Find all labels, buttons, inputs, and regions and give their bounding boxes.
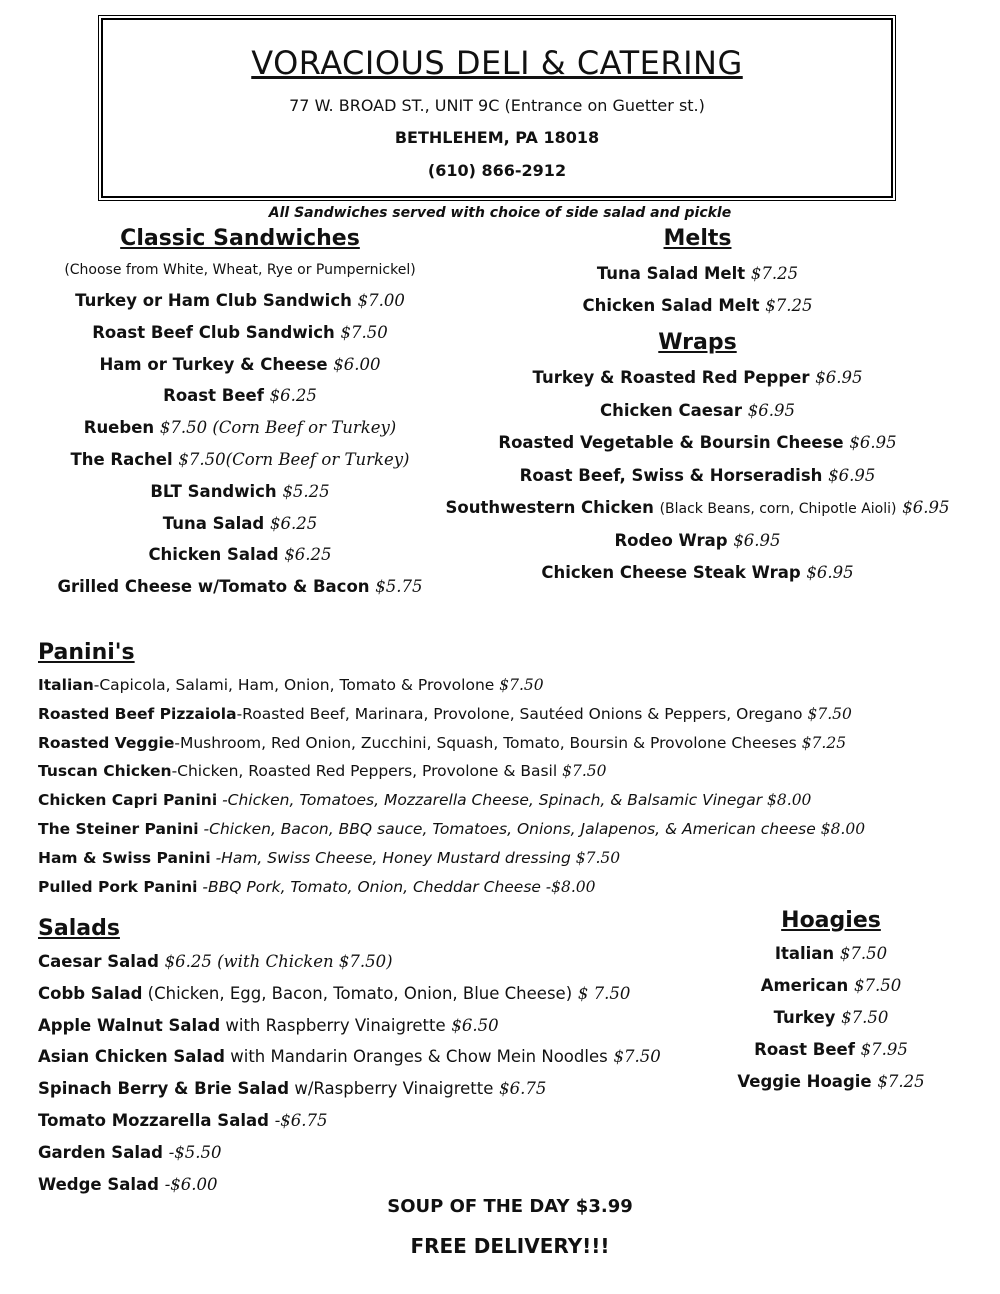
item-description: -Roasted Beef, Marinara, Provolone, Sautéed Onions & Peppers, Oregano bbox=[236, 704, 803, 723]
item-price: $7.50(Corn Beef or Turkey) bbox=[178, 449, 410, 469]
classic-sandwich-item bbox=[30, 545, 450, 577]
item-name: Southwestern Chicken bbox=[445, 498, 654, 517]
item-price: $7.50 bbox=[613, 1047, 661, 1067]
item-name: Tomato Mozzarella Salad bbox=[38, 1110, 269, 1130]
item-name: BLT Sandwich bbox=[150, 481, 277, 501]
item-name: Roasted Beef Pizzaiola bbox=[38, 704, 237, 723]
item-description: with Raspberry Vinaigrette bbox=[220, 1015, 446, 1035]
classic-sandwich-item bbox=[30, 355, 450, 387]
item-price: -$6.75 bbox=[274, 1110, 328, 1130]
item-name: Italian bbox=[774, 944, 835, 963]
item-name: Roast Beef, Swiss & Horseradish bbox=[519, 465, 823, 485]
item-name: Veggie Hoagie bbox=[737, 1072, 872, 1091]
wrap-item bbox=[430, 466, 965, 499]
item-price: $7.25 bbox=[765, 296, 813, 315]
phone-number: (610) 866-2912 bbox=[427, 161, 567, 180]
panini-item bbox=[38, 791, 978, 820]
item-price: $7.50 bbox=[807, 704, 852, 723]
panini-item bbox=[38, 734, 978, 763]
item-description: -Mushroom, Red Onion, Zucchini, Squash, Tomato, Boursin & Provolone Cheeses bbox=[174, 733, 797, 752]
hoagies-section bbox=[720, 908, 942, 1104]
paninis-section bbox=[38, 640, 978, 906]
item-price: $7.00 bbox=[357, 291, 405, 310]
item-price: $6.95 bbox=[828, 465, 876, 485]
item-name: Apple Walnut Salad bbox=[38, 1015, 221, 1035]
salads-section bbox=[38, 916, 738, 1206]
melt-item bbox=[430, 264, 965, 296]
item-price: $6.95 bbox=[733, 530, 781, 550]
classic-sandwich-item bbox=[30, 291, 450, 323]
hoagie-item bbox=[720, 1072, 942, 1104]
item-price: $8.00 bbox=[767, 791, 812, 810]
item-price: -$6.00 bbox=[164, 1174, 218, 1194]
item-name: Tuscan Chicken bbox=[38, 762, 172, 781]
item-name: Chicken Salad Melt bbox=[582, 296, 760, 315]
classic-sandwiches-section bbox=[30, 226, 450, 609]
item-price: $7.50 bbox=[340, 322, 388, 342]
item-name: The Rachel bbox=[70, 449, 173, 469]
item-price: $7.50 bbox=[841, 1008, 889, 1027]
item-name: Italian bbox=[38, 676, 94, 694]
item-name: The Steiner Panini bbox=[38, 819, 199, 838]
item-name: Roasted Veggie bbox=[38, 733, 175, 752]
item-name: Wedge Salad bbox=[38, 1174, 159, 1194]
item-name: Pulled Pork Panini bbox=[38, 877, 198, 896]
hoagie-item bbox=[720, 1008, 942, 1040]
item-price: -$5.50 bbox=[168, 1142, 222, 1162]
item-description: -Chicken, Roasted Red Peppers, Provolone & Basil bbox=[171, 762, 558, 781]
item-price: $7.50 (Corn Beef or Turkey) bbox=[159, 418, 397, 438]
item-name: Turkey bbox=[773, 1008, 836, 1027]
hoagie-item bbox=[720, 976, 942, 1008]
classic-sandwich-item bbox=[30, 386, 450, 418]
item-name: Roast Beef bbox=[754, 1040, 855, 1059]
item-price: $6.25 bbox=[284, 545, 332, 565]
item-name: Cobb Salad bbox=[38, 983, 143, 1003]
item-name: Tuna Salad Melt bbox=[596, 264, 746, 283]
hoagie-item bbox=[720, 1040, 942, 1072]
item-price: $5.75 bbox=[375, 577, 423, 597]
item-name: Chicken Capri Panini bbox=[38, 791, 218, 810]
classic-sandwich-item bbox=[30, 577, 450, 609]
street-address: 77 W. BROAD ST., UNIT 9C (Entrance on Guetter st.) bbox=[289, 96, 705, 115]
wrap-item bbox=[430, 531, 965, 564]
item-price: $ 7.50 bbox=[577, 983, 631, 1003]
item-description: -Chicken, Tomatoes, Mozzarella Cheese, Spinach, & Balsamic Vinegar bbox=[217, 791, 763, 810]
item-price: $6.75 bbox=[499, 1079, 547, 1099]
item-name: Rodeo Wrap bbox=[614, 530, 728, 550]
classic-sandwich-item bbox=[30, 482, 450, 514]
item-name: Caesar Salad bbox=[38, 952, 159, 971]
item-price: $6.95 bbox=[902, 498, 950, 517]
melts-wraps-section bbox=[430, 226, 965, 596]
item-price: $6.50 bbox=[451, 1015, 499, 1035]
salads-title: Salads bbox=[38, 916, 120, 941]
item-price: $6.95 bbox=[849, 433, 897, 452]
classic-sandwich-item bbox=[30, 450, 450, 482]
panini-item bbox=[38, 849, 978, 878]
paninis-title: Panini's bbox=[38, 640, 135, 665]
item-price: $7.50 bbox=[839, 944, 888, 963]
restaurant-name: VORACIOUS DELI & CATERING bbox=[251, 44, 743, 82]
item-price: $7.50 bbox=[562, 762, 607, 781]
salad-item bbox=[38, 1047, 738, 1079]
item-name: Chicken Salad bbox=[148, 545, 279, 565]
item-description: with Mandarin Oranges & Chow Mein Noodles bbox=[225, 1047, 608, 1067]
item-name: Tuna Salad bbox=[162, 513, 265, 533]
item-price: $6.25 bbox=[269, 513, 318, 533]
soup-of-the-day: SOUP OF THE DAY $3.99 bbox=[387, 1196, 633, 1217]
item-name: Asian Chicken Salad bbox=[38, 1047, 225, 1067]
item-name: Ham & Swiss Panini bbox=[38, 848, 211, 867]
salad-item bbox=[38, 1111, 738, 1143]
item-name: Chicken Cheese Steak Wrap bbox=[541, 563, 801, 582]
city-address: BETHLEHEM, PA 18018 bbox=[394, 128, 600, 147]
item-name: Rueben bbox=[83, 418, 155, 438]
item-name: Garden Salad bbox=[38, 1142, 163, 1162]
wraps-title: Wraps bbox=[658, 330, 737, 355]
panini-item bbox=[38, 820, 978, 849]
item-name: Roast Beef bbox=[163, 386, 264, 406]
melt-item bbox=[430, 296, 965, 328]
item-name: Roast Beef Club Sandwich bbox=[92, 322, 335, 342]
salad-item bbox=[38, 984, 738, 1016]
item-name: Turkey or Ham Club Sandwich bbox=[75, 291, 352, 310]
panini-item bbox=[38, 676, 978, 705]
classic-sandwich-item bbox=[30, 323, 450, 355]
item-price: $6.95 bbox=[815, 368, 863, 387]
salad-item bbox=[38, 1079, 738, 1111]
item-detail: (Black Beans, corn, Chipotle Aioli) bbox=[659, 501, 897, 517]
item-price: $8.00 bbox=[820, 819, 866, 838]
item-description: w/Raspberry Vinaigrette bbox=[289, 1079, 494, 1099]
wrap-item bbox=[430, 401, 965, 434]
item-name: Roasted Vegetable & Boursin Cheese bbox=[498, 433, 844, 452]
panini-item bbox=[38, 705, 978, 734]
wrap-item bbox=[430, 563, 965, 596]
melts-title: Melts bbox=[663, 226, 732, 251]
item-description: -Chicken, Bacon, BBQ sauce, Tomatoes, Onions, Jalapenos, & American cheese bbox=[198, 819, 816, 838]
salad-item bbox=[38, 1016, 738, 1048]
item-price: $5.25 bbox=[282, 481, 330, 501]
item-price: $6.25 (with Chicken $7.50) bbox=[164, 952, 393, 971]
wrap-item bbox=[430, 433, 965, 466]
salad-item bbox=[38, 1143, 738, 1175]
item-price: $7.25 bbox=[801, 733, 847, 752]
item-description: (Chicken, Egg, Bacon, Tomato, Onion, Blue Cheese) bbox=[142, 983, 573, 1003]
item-price: $7.95 bbox=[860, 1040, 908, 1059]
hoagie-item bbox=[720, 944, 942, 976]
bread-choice-note: (Choose from White, Wheat, Rye or Pumpernickel) bbox=[64, 262, 416, 278]
panini-item bbox=[38, 878, 978, 907]
hoagies-title: Hoagies bbox=[781, 908, 881, 933]
sandwich-note: All Sandwiches served with choice of side salad and pickle bbox=[268, 205, 732, 221]
item-price: $7.25 bbox=[877, 1072, 925, 1091]
item-price: $6.95 bbox=[806, 563, 854, 582]
item-description: -BBQ Pork, Tomato, Onion, Cheddar Cheese bbox=[197, 877, 541, 896]
header-box bbox=[101, 18, 893, 198]
item-price: $7.50 bbox=[854, 976, 902, 995]
wrap-item bbox=[430, 498, 965, 531]
item-price: $7.50 bbox=[499, 676, 544, 694]
item-name: American bbox=[760, 976, 849, 995]
item-name: Chicken Caesar bbox=[599, 400, 743, 420]
classic-sandwiches-title: Classic Sandwiches bbox=[120, 226, 360, 251]
wrap-item bbox=[430, 368, 965, 401]
item-name: Spinach Berry & Brie Salad bbox=[38, 1079, 290, 1099]
item-description: -Ham, Swiss Cheese, Honey Mustard dressing bbox=[210, 848, 571, 867]
salad-item bbox=[38, 952, 738, 984]
item-name: Turkey & Roasted Red Pepper bbox=[532, 368, 810, 387]
panini-item bbox=[38, 762, 978, 791]
classic-sandwich-item bbox=[30, 514, 450, 546]
item-description: -Capicola, Salami, Ham, Onion, Tomato & Provolone bbox=[93, 676, 495, 694]
item-price: $7.25 bbox=[750, 264, 799, 283]
item-price: $6.25 bbox=[269, 386, 317, 406]
item-name: Ham or Turkey & Cheese bbox=[99, 354, 328, 374]
free-delivery: FREE DELIVERY!!! bbox=[410, 1234, 610, 1258]
classic-sandwich-item bbox=[30, 418, 450, 450]
item-price: $6.00 bbox=[333, 354, 381, 374]
item-price: $7.50 bbox=[575, 848, 621, 867]
item-price: -$8.00 bbox=[545, 877, 596, 896]
item-price: $6.95 bbox=[747, 400, 796, 420]
item-name: Grilled Cheese w/Tomato & Bacon bbox=[57, 577, 370, 597]
